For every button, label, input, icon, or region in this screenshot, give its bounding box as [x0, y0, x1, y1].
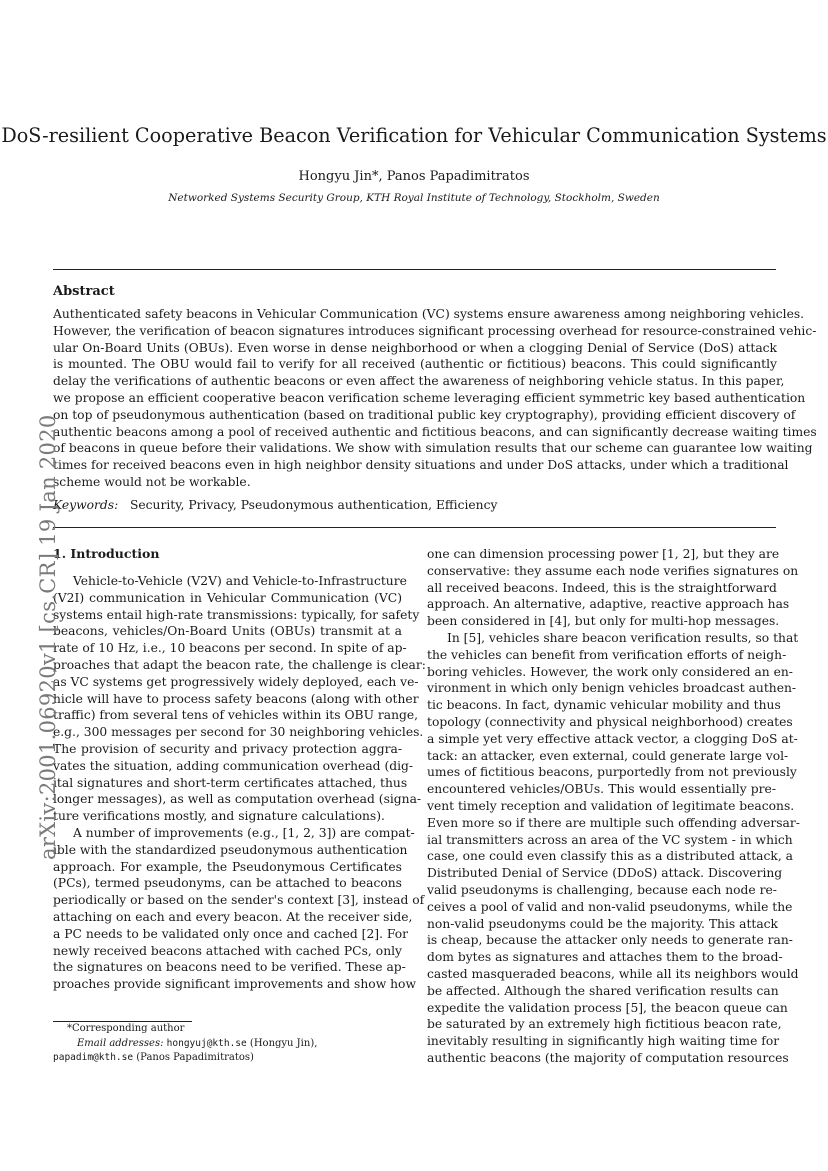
body-line: tack: an attacker, even external, could generate large vol- [427, 748, 789, 763]
body-line: e.g., 300 messages per second for 30 neighboring vehicles. [53, 725, 424, 740]
section-heading: 1. Introduction [53, 546, 160, 561]
footnote-corresponding: *Corresponding author [67, 1023, 185, 1034]
body-line: valid pseudonyms is challenging, because each node re- [427, 882, 777, 897]
body-line: ial transmitters across an area of the VC system - in which [427, 832, 793, 847]
body-line: rate of 10 Hz, i.e., 10 beacons per second. In spite of ap- [53, 641, 407, 656]
body-line: proaches provide significant improvements and show how [53, 977, 416, 992]
body-line: all received beacons. Indeed, this is the straightforward [427, 580, 777, 595]
body-line: approach. For example, the Pseudonymous Certificates [53, 859, 402, 874]
body-line: tic beacons. In fact, dynamic vehicular mobility and thus [427, 698, 781, 713]
body-line: Distributed Denial of Service (DDoS) attack. Discovering [427, 866, 783, 881]
body-line: ture verifications mostly, and signature calculations). [53, 809, 385, 824]
body-line: newly received beacons attached with cached PCs, only [53, 943, 402, 958]
body-line: topology (connectivity and physical neighborhood) creates [427, 714, 793, 729]
body-line: systems entail high-rate transmissions: typically, for safety [53, 607, 420, 622]
email-link-2[interactable]: papadim@kth.se [53, 1052, 134, 1063]
paper-title: DoS-resilient Cooperative Beacon Verification for Vehicular Communication Systems [1, 124, 827, 147]
abstract-line: is mounted. The OBU would fail to verify for all received (authentic or fictitious) beacons. This could significantly [53, 357, 777, 372]
abstract-line: authentic beacons among a pool of received authentic and fictitious beacons, and can significantly decrease waiting times [53, 424, 817, 439]
body-line: conservative: they assume each node verifies signatures on [427, 563, 799, 578]
body-line: boring vehicles. However, the work only considered an en- [427, 664, 793, 679]
body-line: In [5], vehicles share beacon verification results, so that [447, 630, 799, 645]
left-column [53, 573, 426, 993]
abstract-line: times for received beacons even in high neighbor density situations and under DoS attacks, under which a traditional [53, 458, 789, 473]
email-name-2: (Panos Papadimitratos) [136, 1052, 254, 1063]
body-line: (PCs), termed pseudonyms, can be attached to beacons [53, 876, 402, 891]
body-line: hicle will have to process safety beacons (along with other [53, 691, 419, 706]
body-line: be affected. Although the shared verification results can [427, 983, 779, 998]
abstract-line: However, the verification of beacon signatures introduces significant processing overhead for resource-constrained vehic- [53, 323, 817, 338]
keywords-text: Security, Privacy, Pseudonymous authentication, Efficiency [129, 498, 498, 512]
keywords-line [53, 498, 497, 512]
body-line: Vehicle-to-Vehicle (V2V) and Vehicle-to-Infrastructure [73, 574, 407, 588]
body-line: encountered vehicles/OBUs. This would essentially pre- [427, 782, 776, 797]
right-column [427, 546, 800, 1067]
footnote [53, 1022, 317, 1066]
body-line: ceives a pool of valid and non-valid pseudonyms, while the [427, 899, 793, 914]
body-line: authentic beacons (the majority of computation resources [427, 1050, 789, 1065]
body-line: a simple yet very effective attack vector, a clogging DoS at- [427, 731, 798, 746]
body-line: longer messages), as well as computation overhead (signa- [53, 792, 422, 807]
abstract-line: ular On-Board Units (OBUs). Even worse in dense neighborhood or when a clogging Denial of Service (DoS) attack [53, 340, 777, 355]
abstract-line: Authenticated safety beacons in Vehicular Communication (VC) systems ensure awareness among neighboring vehicles. [53, 307, 805, 321]
abstract-heading: Abstract [53, 284, 115, 299]
keywords-label: Keywords: [53, 498, 119, 512]
footnote-email-label: Email addresses: [77, 1037, 164, 1049]
body-line: umes of fictitious beacons, purportedly from not previously [427, 765, 797, 780]
author-list: Hongyu Jin*, Panos Papadimitratos [298, 169, 530, 184]
body-line: A number of improvements (e.g., [1, 2, 3]) are compat- [73, 825, 415, 840]
body-line: The provision of security and privacy protection aggra- [53, 741, 402, 756]
body-line: casted masqueraded beacons, while all its neighbors would [427, 966, 799, 981]
body-line: vironment in which only benign vehicles broadcast authen- [427, 681, 797, 696]
abstract-body [53, 306, 817, 491]
body-line: inevitably resulting in significantly high waiting time for [427, 1034, 780, 1049]
body-line: vent timely reception and validation of legitimate beacons. [427, 798, 795, 813]
affiliation: Networked Systems Security Group, KTH Royal Institute of Technology, Stockholm, Sweden [168, 192, 660, 204]
body-line: traffic) from several tens of vehicles within its OBU range, [53, 708, 419, 723]
abstract-line: scheme would not be workable. [53, 474, 251, 489]
body-line: a PC needs to be validated only once and cached [2]. For [53, 926, 409, 941]
body-line: be saturated by an extremely high fictitious beacon rate, [427, 1017, 782, 1032]
body-line: ible with the standardized pseudonymous authentication [53, 842, 408, 857]
abstract-line: on top of pseudonymous authentication (based on traditional public key cryptography), providing efficient discovery of [53, 407, 796, 422]
body-line: the signatures on beacons need to be verified. These ap- [53, 960, 406, 975]
body-line: vates the situation, adding communication overhead (dig- [53, 758, 414, 773]
body-line: non-valid pseudonyms could be the majority. This attack [427, 916, 779, 931]
body-line: approach. An alternative, adaptive, reactive approach has [427, 597, 790, 612]
body-line: (V2I) communication in Vehicular Communication (VC) [53, 590, 402, 605]
body-line: attaching on each and every beacon. At the receiver side, [53, 909, 413, 924]
body-line: expedite the validation process [5], the beacon queue can [427, 1000, 788, 1015]
body-line: periodically or based on the sender's context [3], instead of [53, 893, 425, 908]
top-rule [53, 269, 776, 270]
body-line: one can dimension processing power [1, 2], but they are [427, 547, 780, 561]
body-line: is cheap, because the attacker only needs to generate ran- [427, 933, 793, 948]
body-line: beacons, vehicles/On-Board Units (OBUs) transmit at a [53, 624, 402, 639]
email-name-1: (Hongyu Jin), [249, 1037, 318, 1049]
abstract-line: we propose an efficient cooperative beacon verification scheme leveraging efficient symmetric key based authentication [53, 390, 806, 405]
body-line: Even more so if there are multiple such offending adversar- [427, 815, 800, 830]
body-line: proaches that adapt the beacon rate, the challenge is clear: [53, 657, 426, 672]
abstract-line: delay the verifications of authentic beacons or even affect the awareness of neighboring vehicle status. In this paper, [53, 374, 785, 389]
body-line: case, one could even classify this as a distributed attack, a [427, 849, 793, 864]
abstract-line: of beacons in queue before their validations. We show with simulation results that our scheme can guarantee low waiting [53, 441, 813, 456]
body-line: ital signatures and short-term certificates attached, thus [53, 775, 408, 790]
body-line: the vehicles can benefit from verification efforts of neigh- [427, 647, 787, 662]
body-line: as VC systems get progressively widely deployed, each ve- [53, 674, 419, 689]
email-link-1[interactable]: hongyuj@kth.se [166, 1037, 247, 1049]
bottom-rule [53, 527, 776, 528]
arxiv-stamp[interactable]: arXiv:2001.06920v1 [cs.CR] 19 Jan 2020 [36, 414, 60, 860]
body-line: dom bytes as signatures and attaches them to the broad- [427, 950, 783, 965]
body-line: been considered in [4], but only for multi-hop messages. [427, 614, 780, 629]
